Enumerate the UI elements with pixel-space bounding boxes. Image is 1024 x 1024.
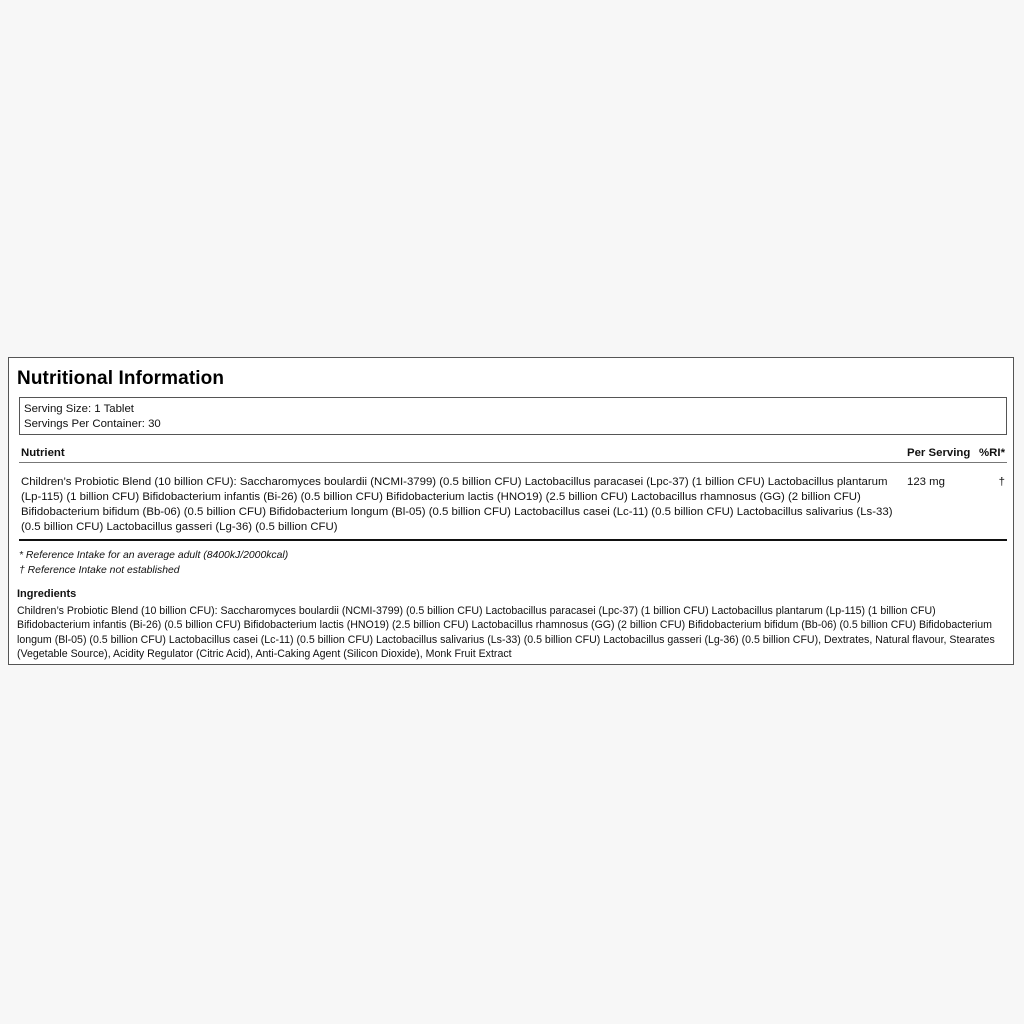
header-ri: %RI* — [979, 447, 1005, 459]
ingredients-section — [17, 587, 1007, 662]
row-ri: † — [998, 476, 1005, 488]
nutrient-table — [19, 444, 1007, 541]
header-per-serving: Per Serving — [907, 447, 971, 459]
table-header — [19, 444, 1007, 463]
ingredients-text: Children’s Probiotic Blend (10 billion CFU): Saccharomyces boulardii (NCMI-3799) (0.5 billion CFU) Lactobacillus paracasei (Lpc-37) (1 billion CFU) Lactobacillus plantarum (Lp-115) (1 billion CFU) Bifidobacterium infantis (Bi-26) (0.5 billion CFU) Bifidobacterium lactis (HNO19) (2.5 billion CFU) Lactobacillus rhamnosus (GG) (2 billion CFU) Bifidobacterium bifidum (Bb-06) (0.5 billion CFU) Bifidobacterium longum (Bl-05) (0.5 billion CFU) Lactobacillus casei (Lc-11) (0.5 billion CFU) Lactobacillus salivarius (Ls-33) (0.5 billion CFU) Lactobacillus gasseri (Lg-36) (0.5 billion CFU), Dextrates, Natural flavour, Stearates (Vegetable Source), Acidity Regulator (Citric Acid), Anti-Caking Agent (Silicon Dioxide), Monk Fruit Extract — [17, 604, 995, 660]
footnote-not-established: † Reference Intake not established — [19, 565, 180, 576]
row-per-serving: 123 mg — [907, 476, 945, 488]
row-nutrient: Children’s Probiotic Blend (10 billion CFU): Saccharomyces boulardii (NCMI-3799) (0.5 billion CFU) Lactobacillus paracasei (Lpc-37) (1 billion CFU) Lactobacillus plantarum (Lp-115) (1 billion CFU) Bifidobacterium infantis (Bi-26) (0.5 billion CFU) Bifidobacterium lactis (HNO19) (2.5 billion CFU) Lactobacillus rhamnosus (GG) (2 billion CFU) Bifidobacterium bifidum (Bb-06) (0.5 billion CFU) Bifidobacterium longum (Bl-05) (0.5 billion CFU) Lactobacillus casei (Lc-11) (0.5 billion CFU) Lactobacillus salivarius (Ls-33) (0.5 billion CFU) Lactobacillus gasseri (Lg-36) (0.5 billion CFU) — [21, 476, 893, 533]
servings-per-container: Servings Per Container: 30 — [24, 418, 161, 430]
nutrition-panel — [8, 357, 1014, 665]
ingredients-title: Ingredients — [17, 588, 77, 600]
table-row — [19, 463, 1007, 541]
footnotes — [19, 548, 288, 578]
serving-size: Serving Size: 1 Tablet — [24, 403, 134, 415]
header-nutrient: Nutrient — [21, 447, 65, 459]
panel-title: Nutritional Information — [17, 368, 225, 389]
footnote-ri: * Reference Intake for an average adult (8400kJ/2000kcal) — [19, 550, 289, 561]
serving-info-box — [19, 397, 1007, 435]
